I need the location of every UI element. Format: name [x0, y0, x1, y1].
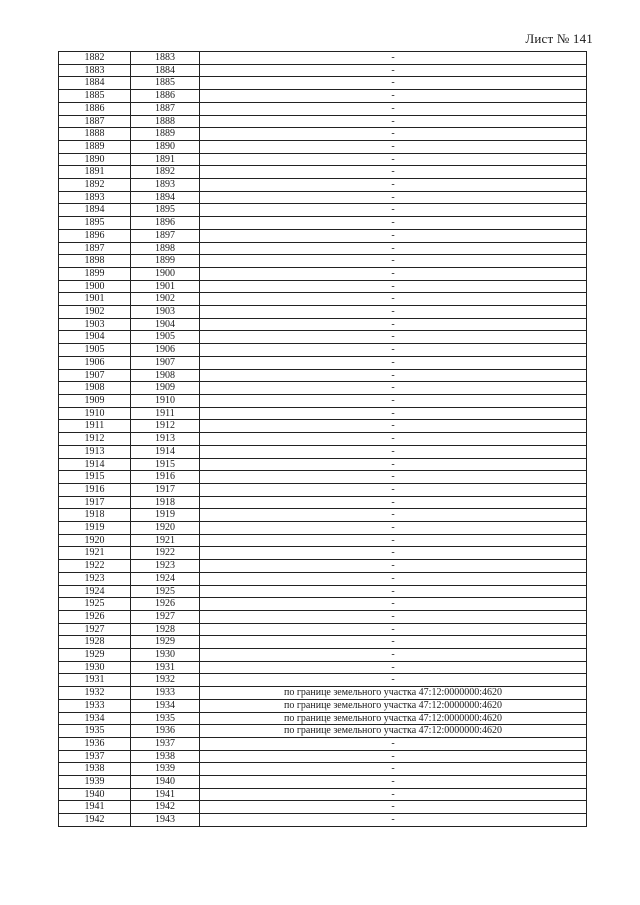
boundary-description-cell: -	[200, 649, 587, 662]
table-row	[59, 687, 587, 700]
to-point-cell: 1904	[131, 318, 200, 331]
from-point-cell: 1918	[59, 509, 131, 522]
to-point-cell: 1919	[131, 509, 200, 522]
to-point-cell: 1883	[131, 52, 200, 65]
to-point-cell: 1914	[131, 445, 200, 458]
table-row	[59, 547, 587, 560]
table-row	[59, 776, 587, 789]
boundary-description-cell: по границе земельного участка 47:12:0000000:4620	[200, 712, 587, 725]
boundary-description-cell: -	[200, 737, 587, 750]
to-point-cell: 1926	[131, 598, 200, 611]
from-point-cell: 1939	[59, 776, 131, 789]
table-row	[59, 407, 587, 420]
from-point-cell: 1930	[59, 661, 131, 674]
boundary-description-cell: по границе земельного участка 47:12:0000000:4620	[200, 725, 587, 738]
table-row	[59, 623, 587, 636]
from-point-cell: 1922	[59, 560, 131, 573]
to-point-cell: 1890	[131, 140, 200, 153]
boundary-description-cell: -	[200, 801, 587, 814]
from-point-cell: 1910	[59, 407, 131, 420]
from-point-cell: 1893	[59, 191, 131, 204]
table-row	[59, 140, 587, 153]
boundary-description-cell: -	[200, 267, 587, 280]
boundary-description-cell: -	[200, 64, 587, 77]
to-point-cell: 1909	[131, 382, 200, 395]
to-point-cell: 1895	[131, 204, 200, 217]
from-point-cell: 1937	[59, 750, 131, 763]
to-point-cell: 1913	[131, 433, 200, 446]
from-point-cell: 1926	[59, 610, 131, 623]
from-point-cell: 1887	[59, 115, 131, 128]
boundary-description-cell: -	[200, 585, 587, 598]
to-point-cell: 1905	[131, 331, 200, 344]
table-row	[59, 458, 587, 471]
to-point-cell: 1903	[131, 306, 200, 319]
boundary-description-cell: -	[200, 331, 587, 344]
to-point-cell: 1935	[131, 712, 200, 725]
to-point-cell: 1920	[131, 522, 200, 535]
from-point-cell: 1932	[59, 687, 131, 700]
table-row	[59, 471, 587, 484]
boundary-description-cell: -	[200, 623, 587, 636]
to-point-cell: 1923	[131, 560, 200, 573]
to-point-cell: 1888	[131, 115, 200, 128]
from-point-cell: 1891	[59, 166, 131, 179]
to-point-cell: 1917	[131, 483, 200, 496]
to-point-cell: 1907	[131, 356, 200, 369]
boundary-description-cell: -	[200, 318, 587, 331]
boundary-description-cell: -	[200, 776, 587, 789]
from-point-cell: 1890	[59, 153, 131, 166]
boundary-description-cell: -	[200, 407, 587, 420]
from-point-cell: 1895	[59, 217, 131, 230]
to-point-cell: 1884	[131, 64, 200, 77]
from-point-cell: 1915	[59, 471, 131, 484]
boundary-description-cell: по границе земельного участка 47:12:0000000:4620	[200, 687, 587, 700]
to-point-cell: 1899	[131, 255, 200, 268]
boundary-description-cell: -	[200, 191, 587, 204]
boundary-description-cell: -	[200, 394, 587, 407]
to-point-cell: 1939	[131, 763, 200, 776]
table-row	[59, 77, 587, 90]
from-point-cell: 1935	[59, 725, 131, 738]
table-row	[59, 560, 587, 573]
from-point-cell: 1900	[59, 280, 131, 293]
boundary-description-cell: -	[200, 128, 587, 141]
from-point-cell: 1916	[59, 483, 131, 496]
boundary-description-cell: -	[200, 433, 587, 446]
to-point-cell: 1918	[131, 496, 200, 509]
table-row	[59, 267, 587, 280]
boundary-description-cell: -	[200, 483, 587, 496]
from-point-cell: 1927	[59, 623, 131, 636]
boundary-table	[58, 51, 587, 827]
boundary-description-cell: -	[200, 509, 587, 522]
sheet-number: Лист № 141	[525, 31, 593, 46]
table-row	[59, 699, 587, 712]
to-point-cell: 1932	[131, 674, 200, 687]
boundary-description-cell: -	[200, 280, 587, 293]
boundary-description-cell: -	[200, 458, 587, 471]
boundary-description-cell: -	[200, 750, 587, 763]
from-point-cell: 1941	[59, 801, 131, 814]
boundary-description-cell: -	[200, 445, 587, 458]
from-point-cell: 1911	[59, 420, 131, 433]
table-row	[59, 179, 587, 192]
from-point-cell: 1884	[59, 77, 131, 90]
table-row	[59, 496, 587, 509]
to-point-cell: 1906	[131, 344, 200, 357]
boundary-description-cell: -	[200, 52, 587, 65]
table-row	[59, 293, 587, 306]
to-point-cell: 1897	[131, 229, 200, 242]
from-point-cell: 1929	[59, 649, 131, 662]
boundary-description-cell: -	[200, 369, 587, 382]
boundary-description-cell: -	[200, 77, 587, 90]
from-point-cell: 1894	[59, 204, 131, 217]
boundary-description-cell: -	[200, 242, 587, 255]
to-point-cell: 1891	[131, 153, 200, 166]
from-point-cell: 1942	[59, 814, 131, 827]
to-point-cell: 1910	[131, 394, 200, 407]
from-point-cell: 1896	[59, 229, 131, 242]
to-point-cell: 1894	[131, 191, 200, 204]
boundary-description-cell: -	[200, 636, 587, 649]
to-point-cell: 1892	[131, 166, 200, 179]
boundary-description-cell: -	[200, 534, 587, 547]
to-point-cell: 1934	[131, 699, 200, 712]
to-point-cell: 1922	[131, 547, 200, 560]
table-row	[59, 331, 587, 344]
table-row	[59, 420, 587, 433]
boundary-description-cell: -	[200, 382, 587, 395]
table-row	[59, 394, 587, 407]
boundary-description-cell: -	[200, 572, 587, 585]
from-point-cell: 1882	[59, 52, 131, 65]
boundary-description-cell: -	[200, 496, 587, 509]
table-row	[59, 356, 587, 369]
boundary-description-cell: -	[200, 814, 587, 827]
from-point-cell: 1898	[59, 255, 131, 268]
table-row	[59, 763, 587, 776]
from-point-cell: 1909	[59, 394, 131, 407]
from-point-cell: 1914	[59, 458, 131, 471]
from-point-cell: 1933	[59, 699, 131, 712]
boundary-description-cell: -	[200, 763, 587, 776]
to-point-cell: 1924	[131, 572, 200, 585]
from-point-cell: 1904	[59, 331, 131, 344]
from-point-cell: 1936	[59, 737, 131, 750]
to-point-cell: 1916	[131, 471, 200, 484]
table-row	[59, 191, 587, 204]
table-row	[59, 661, 587, 674]
from-point-cell: 1938	[59, 763, 131, 776]
table-row	[59, 674, 587, 687]
table-row	[59, 788, 587, 801]
table-row	[59, 280, 587, 293]
from-point-cell: 1897	[59, 242, 131, 255]
from-point-cell: 1908	[59, 382, 131, 395]
table-row	[59, 153, 587, 166]
table-row	[59, 242, 587, 255]
from-point-cell: 1905	[59, 344, 131, 357]
to-point-cell: 1927	[131, 610, 200, 623]
table-row	[59, 306, 587, 319]
from-point-cell: 1920	[59, 534, 131, 547]
table-row	[59, 318, 587, 331]
table-row	[59, 369, 587, 382]
table-row	[59, 64, 587, 77]
from-point-cell: 1903	[59, 318, 131, 331]
table-row	[59, 483, 587, 496]
to-point-cell: 1930	[131, 649, 200, 662]
from-point-cell: 1919	[59, 522, 131, 535]
to-point-cell: 1889	[131, 128, 200, 141]
boundary-description-cell: -	[200, 560, 587, 573]
boundary-description-cell: -	[200, 788, 587, 801]
from-point-cell: 1923	[59, 572, 131, 585]
from-point-cell: 1928	[59, 636, 131, 649]
from-point-cell: 1889	[59, 140, 131, 153]
boundary-description-cell: -	[200, 356, 587, 369]
to-point-cell: 1902	[131, 293, 200, 306]
table-row	[59, 725, 587, 738]
from-point-cell: 1924	[59, 585, 131, 598]
boundary-description-cell: -	[200, 471, 587, 484]
to-point-cell: 1893	[131, 179, 200, 192]
table-row	[59, 814, 587, 827]
from-point-cell: 1892	[59, 179, 131, 192]
to-point-cell: 1929	[131, 636, 200, 649]
from-point-cell: 1940	[59, 788, 131, 801]
to-point-cell: 1925	[131, 585, 200, 598]
to-point-cell: 1898	[131, 242, 200, 255]
table-row	[59, 522, 587, 535]
boundary-description-cell: -	[200, 140, 587, 153]
to-point-cell: 1941	[131, 788, 200, 801]
to-point-cell: 1943	[131, 814, 200, 827]
to-point-cell: 1936	[131, 725, 200, 738]
table-row	[59, 509, 587, 522]
table-row	[59, 649, 587, 662]
from-point-cell: 1931	[59, 674, 131, 687]
table-row	[59, 255, 587, 268]
table-row	[59, 445, 587, 458]
to-point-cell: 1885	[131, 77, 200, 90]
to-point-cell: 1912	[131, 420, 200, 433]
to-point-cell: 1921	[131, 534, 200, 547]
to-point-cell: 1933	[131, 687, 200, 700]
boundary-description-cell: -	[200, 102, 587, 115]
to-point-cell: 1900	[131, 267, 200, 280]
from-point-cell: 1886	[59, 102, 131, 115]
table-row	[59, 737, 587, 750]
table-row	[59, 585, 587, 598]
from-point-cell: 1917	[59, 496, 131, 509]
table-row	[59, 344, 587, 357]
boundary-description-cell: -	[200, 674, 587, 687]
boundary-description-cell: -	[200, 179, 587, 192]
table-row	[59, 534, 587, 547]
boundary-description-cell: -	[200, 344, 587, 357]
from-point-cell: 1913	[59, 445, 131, 458]
to-point-cell: 1901	[131, 280, 200, 293]
to-point-cell: 1908	[131, 369, 200, 382]
boundary-description-cell: -	[200, 547, 587, 560]
to-point-cell: 1896	[131, 217, 200, 230]
from-point-cell: 1934	[59, 712, 131, 725]
boundary-description-cell: -	[200, 217, 587, 230]
to-point-cell: 1911	[131, 407, 200, 420]
from-point-cell: 1902	[59, 306, 131, 319]
table-row	[59, 52, 587, 65]
boundary-description-cell: -	[200, 255, 587, 268]
table-row	[59, 382, 587, 395]
to-point-cell: 1928	[131, 623, 200, 636]
table-row	[59, 90, 587, 103]
boundary-description-cell: -	[200, 153, 587, 166]
from-point-cell: 1925	[59, 598, 131, 611]
boundary-description-cell: -	[200, 204, 587, 217]
boundary-description-cell: -	[200, 166, 587, 179]
table-row	[59, 115, 587, 128]
table-row	[59, 750, 587, 763]
boundary-description-cell: -	[200, 522, 587, 535]
table-row	[59, 598, 587, 611]
from-point-cell: 1888	[59, 128, 131, 141]
from-point-cell: 1885	[59, 90, 131, 103]
boundary-description-cell: -	[200, 420, 587, 433]
table-row	[59, 204, 587, 217]
boundary-description-cell: -	[200, 306, 587, 319]
table-row	[59, 433, 587, 446]
table-row	[59, 229, 587, 242]
boundary-description-cell: по границе земельного участка 47:12:0000000:4620	[200, 699, 587, 712]
from-point-cell: 1912	[59, 433, 131, 446]
boundary-description-cell: -	[200, 115, 587, 128]
from-point-cell: 1901	[59, 293, 131, 306]
to-point-cell: 1931	[131, 661, 200, 674]
to-point-cell: 1915	[131, 458, 200, 471]
boundary-description-cell: -	[200, 598, 587, 611]
table-row	[59, 610, 587, 623]
from-point-cell: 1899	[59, 267, 131, 280]
table-row	[59, 102, 587, 115]
to-point-cell: 1937	[131, 737, 200, 750]
to-point-cell: 1940	[131, 776, 200, 789]
boundary-description-cell: -	[200, 610, 587, 623]
from-point-cell: 1921	[59, 547, 131, 560]
boundary-description-cell: -	[200, 90, 587, 103]
from-point-cell: 1883	[59, 64, 131, 77]
from-point-cell: 1906	[59, 356, 131, 369]
table-row	[59, 217, 587, 230]
from-point-cell: 1907	[59, 369, 131, 382]
table-row	[59, 801, 587, 814]
table-row	[59, 712, 587, 725]
table-row	[59, 128, 587, 141]
boundary-description-cell: -	[200, 293, 587, 306]
boundary-description-cell: -	[200, 661, 587, 674]
table-row	[59, 636, 587, 649]
table-row	[59, 166, 587, 179]
boundary-description-cell: -	[200, 229, 587, 242]
to-point-cell: 1942	[131, 801, 200, 814]
table-row	[59, 572, 587, 585]
boundary-table-body	[59, 52, 587, 827]
to-point-cell: 1938	[131, 750, 200, 763]
to-point-cell: 1886	[131, 90, 200, 103]
to-point-cell: 1887	[131, 102, 200, 115]
